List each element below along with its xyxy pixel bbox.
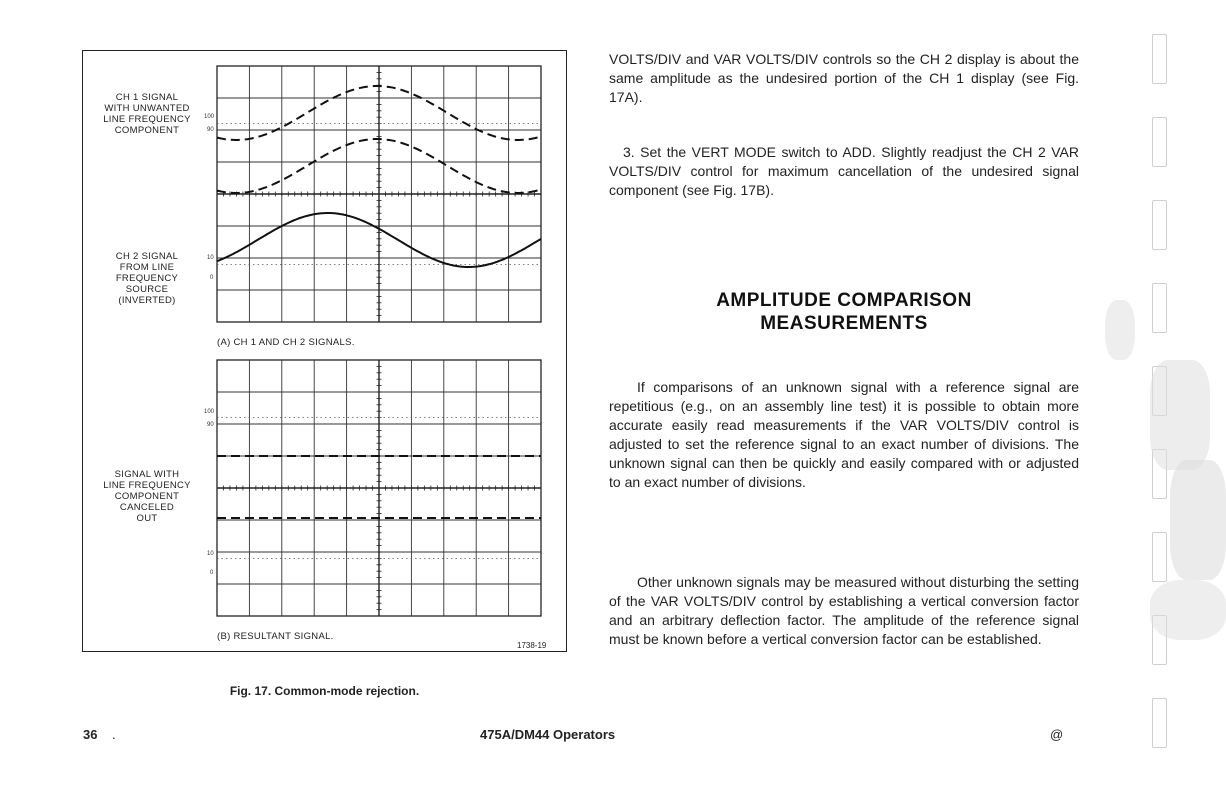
tick-100-a: 100 [204, 114, 215, 120]
panel-a-caption: (A) CH 1 AND CH 2 SIGNALS. [217, 337, 355, 348]
margin-tab [1152, 200, 1167, 250]
margin-tab [1152, 117, 1167, 167]
tick-10-b: 10 [207, 551, 214, 557]
tick-90-a: 90 [207, 127, 214, 133]
tick-0-b: 0 [210, 570, 214, 576]
figure-id: 1738-19 [517, 641, 547, 650]
graticule-a [217, 66, 541, 322]
margin-tab [1152, 532, 1167, 582]
section-heading: AMPLITUDE COMPARISON MEASUREMENTS [716, 290, 972, 334]
panel-b-caption: (B) RESULTANT SIGNAL. [217, 631, 334, 642]
figure-caption: Fig. 17. Common-mode rejection. [229, 684, 420, 698]
paragraph-4: Other unknown signals may be measured without disturbing the setting of the VAR VOLTS/DIV control by establishing a vertical conversion factor and an arbitrary deflection factor. The amplitude of the reference signal must be known before a vertical conversion factor can be established. [609, 574, 1079, 647]
footer-mark: @ [1050, 727, 1064, 742]
page-number: 36 [83, 727, 98, 742]
manual-title: 475A/DM44 Operators [480, 727, 616, 742]
margin-tab [1152, 34, 1167, 84]
ch2-signal-label: CH 2 SIGNAL FROM LINE FREQUENCY SOURCE (INVERTED) [115, 251, 179, 306]
paragraph-3: If comparisons of an unknown signal with a reference signal are repetitious (e.g., on an assembly line test) it is possible to obtain more accurate easily read measurements if the VAR VOLTS/DIV control is adjusted to set the reference signal to an exact number of divisions. The unknown signal can then be quickly and easily compared with or adjusted to an exact number of divisions. [609, 379, 1079, 490]
tick-100-b: 100 [204, 409, 215, 415]
margin-tab [1152, 698, 1167, 748]
figure-17-box [82, 50, 567, 652]
ch1-signal-label: CH 1 SIGNAL WITH UNWANTED LINE FREQUENCY COMPONENT [103, 92, 191, 136]
tick-10-a: 10 [207, 255, 214, 261]
scope-graticules [82, 50, 567, 652]
paragraph-1: VOLTS/DIV and VAR VOLTS/DIV controls so the CH 2 display is about the same amplitude as the undesired portion of the CH 1 display (see Fig. 17A). [609, 51, 1079, 105]
footer-dot: . [112, 727, 116, 742]
graticule-b [217, 360, 541, 616]
tick-0-a: 0 [210, 275, 214, 281]
margin-tab [1152, 283, 1167, 333]
tick-90-b: 90 [207, 422, 214, 428]
paragraph-2: 3. Set the VERT MODE switch to ADD. Slightly readjust the CH 2 VAR VOLTS/DIV control for maximum cancellation of the undesired signal component (see Fig. 17B). [609, 144, 1079, 198]
resultant-signal-label: SIGNAL WITH LINE FREQUENCY COMPONENT CANCELED OUT [103, 469, 191, 524]
